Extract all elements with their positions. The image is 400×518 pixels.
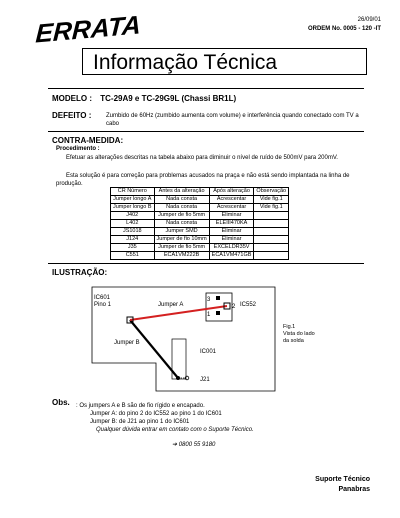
- table-cell: JS1018: [111, 228, 155, 236]
- table-header: Observação: [254, 188, 289, 196]
- table-cell: J402: [111, 212, 155, 220]
- figure-caption-line: Vista do lado: [283, 331, 315, 337]
- ic552-pin3-pad: [216, 296, 220, 300]
- ic552-label: IC552: [240, 302, 257, 308]
- table-cell: L402: [111, 220, 155, 228]
- changes-table: [110, 187, 289, 260]
- table-row: [111, 236, 289, 244]
- footer-company: Panabras: [338, 486, 370, 493]
- obs-line: Qualquer dúvida entrar em contato com o Suporte Técnico.: [96, 427, 254, 433]
- table-cell: Nada consta: [154, 220, 209, 228]
- table-row: [111, 252, 289, 260]
- illustration-label: ILUSTRAÇÃO:: [52, 268, 108, 277]
- table-cell: Jumper SMD: [154, 228, 209, 236]
- table-cell: Acrescentar: [209, 196, 254, 204]
- table-row: [111, 204, 289, 212]
- table-header-row: [111, 188, 289, 196]
- table-header: CR Número: [111, 188, 155, 196]
- table-cell: EXCELDR35V: [209, 244, 254, 252]
- ic001-label: IC001: [200, 349, 217, 355]
- table-cell: C551: [111, 252, 155, 260]
- table-cell: Jumper de fio 5mm: [154, 244, 209, 252]
- table-cell: Eliminar: [209, 228, 254, 236]
- table-cell: [254, 252, 289, 260]
- order-number: ORDEM No. 0005 - 120 -IT: [307, 26, 381, 32]
- table-row: [111, 244, 289, 252]
- table-row: [111, 196, 289, 204]
- table-cell: Acrescentar: [209, 204, 254, 212]
- table-cell: Nada consta: [154, 196, 209, 204]
- table-header: Antes da alteração: [154, 188, 209, 196]
- divider: [48, 131, 364, 132]
- table-row: [111, 228, 289, 236]
- table-cell: ECA1VM222B: [154, 252, 209, 260]
- obs-text: [76, 402, 254, 434]
- table-cell: [254, 212, 289, 220]
- errata-stamp: ERRATA: [34, 9, 142, 49]
- jumper-b-label: Jumper B: [114, 340, 140, 346]
- jumper-b-wire: [130, 320, 178, 378]
- support-phone: ➔ 0800 55 9180: [172, 442, 216, 448]
- document-title: Informação Técnica: [82, 48, 367, 75]
- table-cell: J124: [111, 236, 155, 244]
- table-cell: [254, 228, 289, 236]
- table-cell: [254, 236, 289, 244]
- figure-caption: [283, 324, 315, 345]
- table-row: [111, 212, 289, 220]
- divider: [48, 263, 364, 264]
- table-cell: J35: [111, 244, 155, 252]
- ic552-pin1-pad: [216, 311, 220, 315]
- model-value: TC-29A9 e TC-29G9L (Chassi BR1L): [100, 94, 237, 103]
- pin3-label: 3: [207, 297, 211, 303]
- document-date: 26/09/01: [357, 17, 381, 23]
- pin2-label: 2: [232, 304, 236, 310]
- defect-text: Zumbido de 60Hz (zumbido aumenta com volume) e interferência quando conectado com TV a cabo: [106, 113, 359, 127]
- defect-label: DEFEITO :: [52, 111, 92, 120]
- pin1-ic552-label: 1: [207, 312, 211, 318]
- table-cell: Jumper de fio 10mm: [154, 236, 209, 244]
- table-row: [111, 220, 289, 228]
- obs-line: Jumper A: do pino 2 do IC552 ao pino 1 do IC601: [90, 411, 222, 417]
- obs-line: : Os jumpers A e B são de fio rígido e encapado.: [76, 403, 205, 409]
- figure-caption-line: da solda: [283, 338, 304, 344]
- divider: [48, 88, 364, 89]
- table-cell: Nada consta: [154, 204, 209, 212]
- table-cell: Vide fig.1: [254, 196, 289, 204]
- procedure-paragraph-2: Esta solução é para correção para problemas acusados na praça e não está sendo implantada na linha de produção.: [56, 173, 350, 187]
- model-line: [52, 94, 236, 103]
- obs-line: Jumper B: de J21 ao pino 1 do IC601: [90, 419, 190, 425]
- jumper-a-label: Jumper A: [158, 302, 184, 308]
- j21-label: J21: [200, 377, 210, 383]
- jumper-a-wire: [130, 306, 227, 320]
- table-cell: Vide fig.1: [254, 204, 289, 212]
- table-cell: Jumper longo A: [111, 196, 155, 204]
- procedure-label: Procedimento :: [56, 146, 100, 152]
- table-cell: [254, 220, 289, 228]
- table-cell: Eliminar: [209, 212, 254, 220]
- obs-label: Obs.: [52, 398, 70, 407]
- table-cell: Jumper longo B: [111, 204, 155, 212]
- table-cell: [254, 244, 289, 252]
- table-cell: ECA1VM471GB: [209, 252, 254, 260]
- table-cell: Eliminar: [209, 236, 254, 244]
- pin1-label: Pino 1: [94, 302, 112, 308]
- countermeasure-label: CONTRA-MEDIDA:: [52, 136, 124, 145]
- table-header: Após alteração: [209, 188, 254, 196]
- footer-department: Suporte Técnico: [315, 476, 370, 483]
- figure-caption-line: Fig.1: [283, 324, 296, 330]
- table-cell: ELEIII470KA: [209, 220, 254, 228]
- procedure-paragraph-1: Efetuar as alterações descritas na tabela abaixo para diminuir o nível de ruído de 500mV para 200mV.: [66, 155, 338, 161]
- ic601-label: IC601: [94, 295, 111, 301]
- solder-side-diagram: [90, 285, 280, 393]
- table-cell: Jumper de fio 5mm: [154, 212, 209, 220]
- model-label: MODELO :: [52, 94, 92, 103]
